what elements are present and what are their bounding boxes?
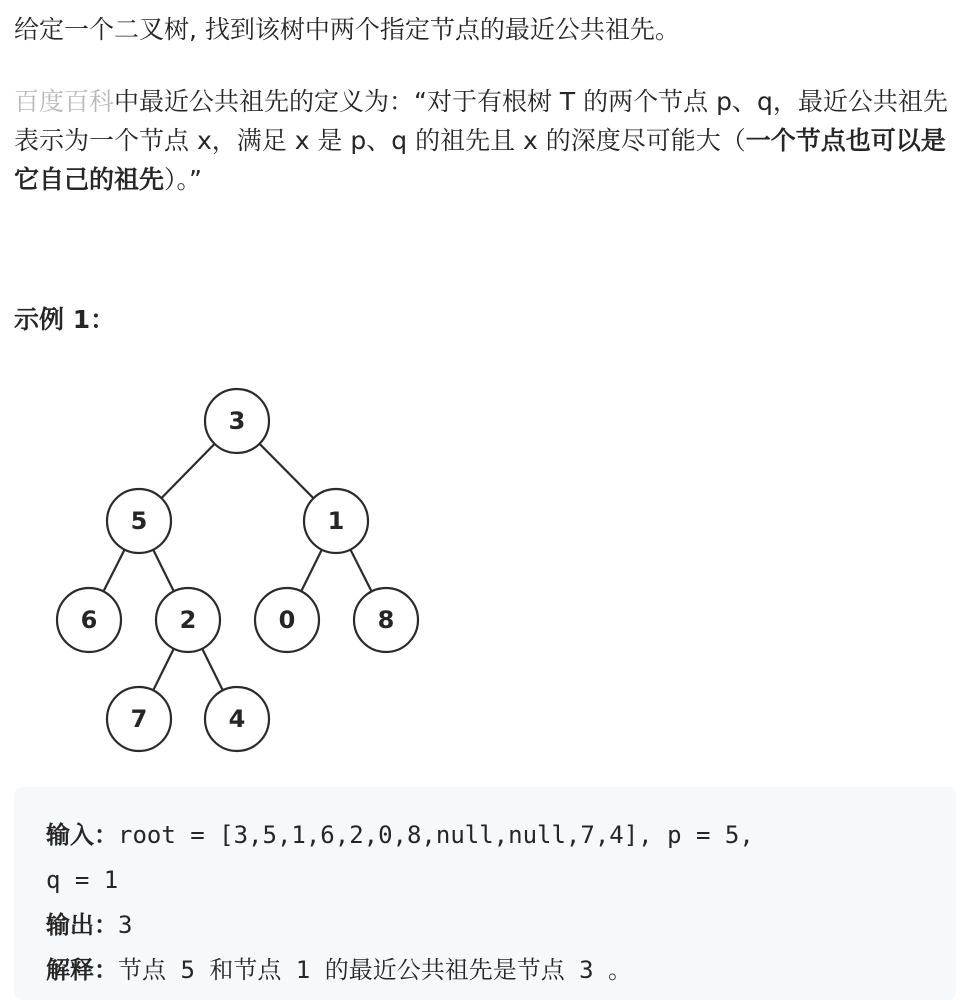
tree-node-5 <box>107 489 171 553</box>
input-value: root = [3,5,1,6,2,0,8,null,null,7,4], p = 5, <box>118 821 754 849</box>
definition-text: 中最近公共祖先的定义为：“对于有根树 T 的两个节点 p、q，最近公共祖先表示为一个节点 x，满足 x 是 p、q 的祖先且 x 的深度尽可能大（ <box>14 87 948 155</box>
tree-node-8 <box>354 588 418 652</box>
definition-text-end: ）。” <box>164 165 202 194</box>
svg-text:2: 2 <box>179 606 197 634</box>
svg-text:7: 7 <box>130 705 148 733</box>
definition-paragraph <box>14 82 959 199</box>
baidu-baike-link[interactable]: 百度百科 <box>14 87 115 116</box>
tree-node-1 <box>304 489 368 553</box>
example-code-block <box>14 787 956 1000</box>
svg-text:4: 4 <box>228 705 246 733</box>
svg-text:8: 8 <box>377 606 395 634</box>
tree-node-6 <box>57 588 121 652</box>
output-value: 3 <box>118 911 133 939</box>
svg-text:1: 1 <box>327 507 345 535</box>
svg-text:6: 6 <box>80 606 98 634</box>
input-line-1 <box>46 813 956 858</box>
tree-node-7 <box>107 687 171 751</box>
input-line-2: q = 1 <box>46 866 119 894</box>
explanation-text: 节点 5 和节点 1 的最近公共祖先是节点 3 。 <box>118 956 633 984</box>
problem-intro: 给定一个二叉树, 找到该树中两个指定节点的最近公共祖先。 <box>14 15 680 44</box>
explanation-label: 解释： <box>46 956 118 984</box>
explanation-line <box>46 948 956 993</box>
input-label: 输入： <box>46 821 118 849</box>
tree-node-3 <box>205 389 269 453</box>
tree-node-4 <box>205 687 269 751</box>
svg-text:5: 5 <box>130 507 148 535</box>
definition-bold-note: 一个节点也可以是它自己的祖先 <box>14 126 946 194</box>
svg-text:3: 3 <box>228 407 246 435</box>
svg-text:0: 0 <box>278 606 296 634</box>
example-1-title: 示例 1： <box>14 305 116 334</box>
output-line <box>46 903 956 948</box>
tree-node-2 <box>156 588 220 652</box>
binary-tree-diagram <box>0 380 968 760</box>
output-label: 输出： <box>46 911 118 939</box>
tree-node-0 <box>255 588 319 652</box>
